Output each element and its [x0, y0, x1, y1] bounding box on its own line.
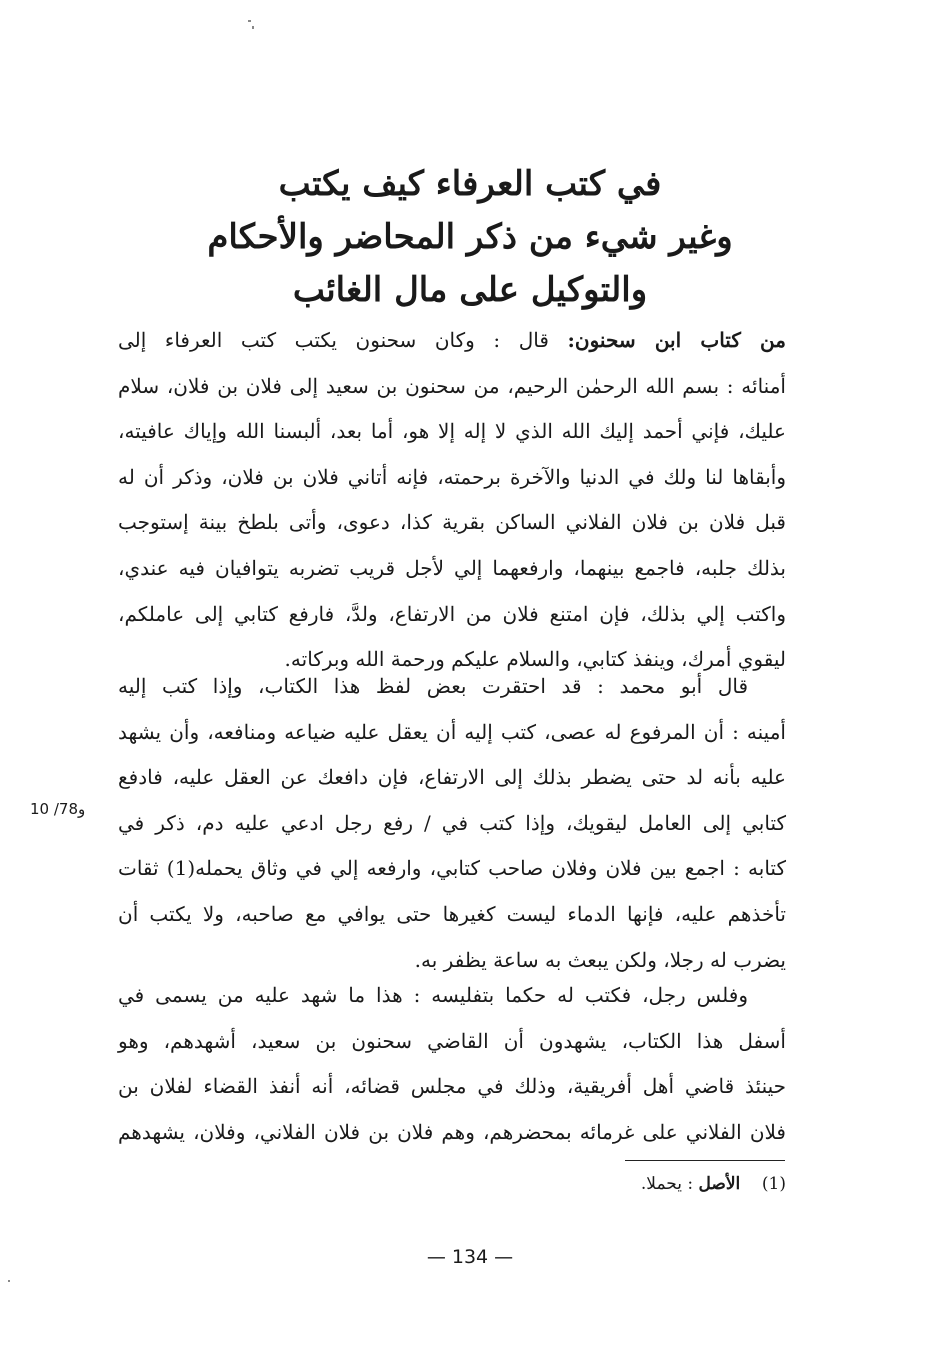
- text-line: من كتاب ابن سحنون: قال : وكان سحنون يكتب كتب العرفاء إلى: [118, 328, 786, 352]
- text-line: قبل فلان بن فلان الفلاني الساكن بقرية كذا، دعوى، وأتى بلطخ بينة إستوجب: [118, 510, 786, 535]
- chapter-title-line: في كتب العرفاء كيف يكتب: [278, 164, 662, 204]
- chapter-title-line: وغير شيء من ذكر المحاضر والأحكام: [207, 217, 733, 257]
- paragraph-3: [118, 973, 786, 1155]
- page-number: — 134 —: [426, 1246, 514, 1268]
- chapter-title-line: والتوكيل على مال الغائب: [292, 270, 648, 310]
- text-line: واكتب إلي بذلك، فإن امتنع فلان من الارتفاع، ولدَّ، فارفع كتابي إلى عاملكم،: [118, 601, 786, 626]
- footnote-number: (1): [761, 1174, 786, 1194]
- text-line: يضرب له رجلا، ولكن يبعث به ساعة يظفر به.: [414, 947, 786, 972]
- manuscript-folio-reference: 10 /78و: [30, 800, 86, 818]
- text-line: كتابه : اجمع بين فلان وفلان صاحب كتابي، وارفعه إلي في وثاق يحمله(1) ثقات: [118, 856, 786, 881]
- text-line: ليقوي أمرك، وينفذ كتابي، والسلام عليكم ورحمة الله وبركاته.: [284, 647, 786, 672]
- text-line: حينئذ قاضي أهل أفريقية، وذلك في مجلس قضائه، أنه أنفذ القضاء لفلان بن: [118, 1074, 786, 1099]
- footnote: [540, 1174, 786, 1194]
- text-line: كتابي إلى العامل ليقويك، وإذا كتب في / رفع رجل ادعي عليه دم، ذكر في: [118, 810, 786, 835]
- source-lead: من كتاب ابن سحنون:: [567, 328, 786, 352]
- scan-speck: [252, 26, 254, 29]
- text-line: عليه بأنه لد حتى يضطر بذلك إلى الارتفاع، فإن دافعك عن العقل عليه، فادفع: [118, 765, 786, 790]
- text-line: تأخذهم عليه، فإنها الدماء ليست كغيرها حتى يوافي مع صاحبه، ولا يكتب أن: [118, 901, 786, 926]
- text-line: أسفل هذا الكتاب، يشهدون أن القاضي سحنون بن سعيد، أشهدهم، وهو: [118, 1028, 786, 1053]
- footnote-label: الأصل: [698, 1174, 741, 1194]
- scan-speck: [248, 20, 251, 22]
- text-line: بذلك جلبه، فاجمع بينهما، وارفعهما إلي لأجل قريب تضربه يتوافيان فيه عندي،: [118, 555, 786, 580]
- text-line: قال أبو محمد : قد احتقرت بعض لفظ هذا الكتاب، وإذا كتب إليه: [118, 674, 748, 698]
- scan-speck: [8, 1280, 10, 1282]
- footnote-text: : يحملا.: [640, 1174, 699, 1194]
- footnote-separator: [625, 1160, 785, 1161]
- text-line: أمنائه : بسم الله الرحمٰن الرحيم، من سحنون بن سعيد إلى فلان بن فلان، سلام: [118, 373, 786, 398]
- paragraph-1: [118, 318, 786, 683]
- text-line: وفلس رجل، فكتب له حكما بتفليسه : هذا ما شهد عليه من يسمى في: [118, 983, 748, 1007]
- chapter-title: [170, 158, 770, 317]
- text-line: أمينه : أن المرفوع له عصى، كتب إليه أن يعقل عليه ضياعه ومنافعه، وأن يشهد: [118, 719, 786, 744]
- text-line: عليك، فإني أحمد إليك الله الذي لا إله إلا هو، أما بعد، ألبسنا الله وإياك عافيته،: [118, 419, 786, 444]
- paragraph-2: [118, 664, 786, 983]
- text-line: وأبقاها لنا ولك في الدنيا والآخرة برحمته، فإنه أتاني فلان بن فلان، وذكر أن له: [118, 464, 786, 489]
- text-line: فلان الفلاني على غرمائه بمحضرهم، وهم فلان بن فلان الفلاني، وفلان، يشهدهم: [118, 1119, 786, 1144]
